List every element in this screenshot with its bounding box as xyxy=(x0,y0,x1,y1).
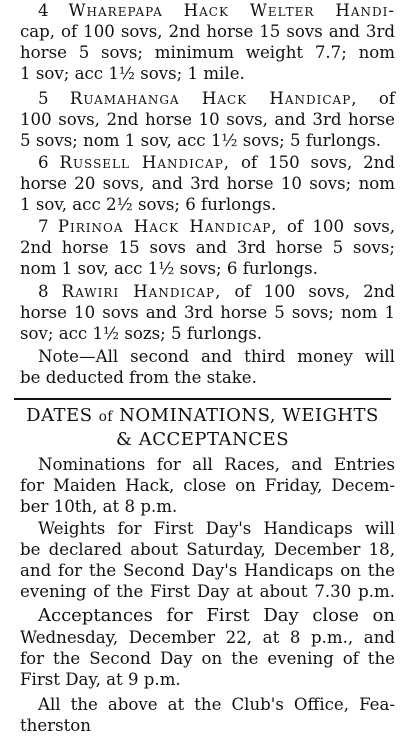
race-5-line: 5 sovs; nom 1 sov, acc 1½ sovs; 5 furlongs. xyxy=(20,131,381,150)
note-line: be deducted from the stake. xyxy=(20,368,257,387)
weights-line: be declared about Saturday, December 18, xyxy=(20,540,395,559)
race-7-line: 2nd horse 15 sovs and 3rd horse 5 sovs; xyxy=(20,238,395,257)
race-8-title: 8 Rawiri Handicap, of 100 sovs, 2nd xyxy=(38,282,395,301)
weights-line: evening of the First Day at about 7.30 p.m. xyxy=(20,582,395,601)
section-heading: DATES of NOMINATIONS, WEIGHTS xyxy=(26,405,379,426)
acceptances-line: First Day, at 9 p.m. xyxy=(20,670,181,689)
race-6-line: 1 sov, acc 2½ sovs; 6 furlongs. xyxy=(20,195,277,214)
race-4-title: 4 Wharepapa Hack Welter Handi- xyxy=(38,1,395,20)
race-8-line: horse 10 sovs and 3rd horse 5 sovs; nom 1 xyxy=(20,303,395,322)
acceptances-line: Wednesday, December 22, at 8 p.m., and xyxy=(20,628,395,647)
weights-line: Weights for First Day's Handicaps will xyxy=(38,519,395,538)
note-line: Note—All second and third money will xyxy=(38,347,395,366)
race-5-line: 100 sovs, 2nd horse 10 sovs, and 3rd horse xyxy=(20,110,395,129)
race-4-line: cap, of 100 sovs, 2nd horse 15 sovs and 3rd xyxy=(20,22,395,41)
acceptances-line: Acceptances for First Day close on xyxy=(38,605,395,626)
nominations-line: ber 10th, at 8 p.m. xyxy=(20,497,178,516)
race-7-line: nom 1 sov, acc 1½ sovs; 6 furlongs. xyxy=(20,259,318,278)
race-6-line: horse 20 sovs, and 3rd horse 10 sovs; nom xyxy=(20,174,395,193)
race-5-title: 5 Ruamahanga Hack Handicap, of xyxy=(38,89,395,108)
office-line: therston xyxy=(20,716,91,735)
race-4-line: 1 sov; acc 1½ sovs; 1 mile. xyxy=(20,64,245,83)
race-8-line: sov; acc 1½ sozs; 5 furlongs. xyxy=(20,324,263,343)
acceptances-line: for the Second Day on the evening of the xyxy=(20,649,395,668)
nominations-line: for Maiden Hack, close on Friday, Decem- xyxy=(20,476,395,495)
race-4-line: horse 5 sovs; minimum weight 7.7; nom xyxy=(20,43,395,62)
race-6-title: 6 Russell Handicap, of 150 sovs, 2nd xyxy=(38,153,395,172)
race-7-title: 7 Pirinoa Hack Handicap, of 100 sovs, xyxy=(38,217,395,236)
section-heading-line2: & ACCEPTANCES xyxy=(115,429,290,450)
nominations-line: Nominations for all Races, and Entries xyxy=(38,455,395,474)
section-divider xyxy=(14,398,391,400)
weights-line: and for the Second Day's Handicaps on the xyxy=(20,561,395,580)
office-line: All the above at the Club's Office, Fea- xyxy=(38,695,395,714)
